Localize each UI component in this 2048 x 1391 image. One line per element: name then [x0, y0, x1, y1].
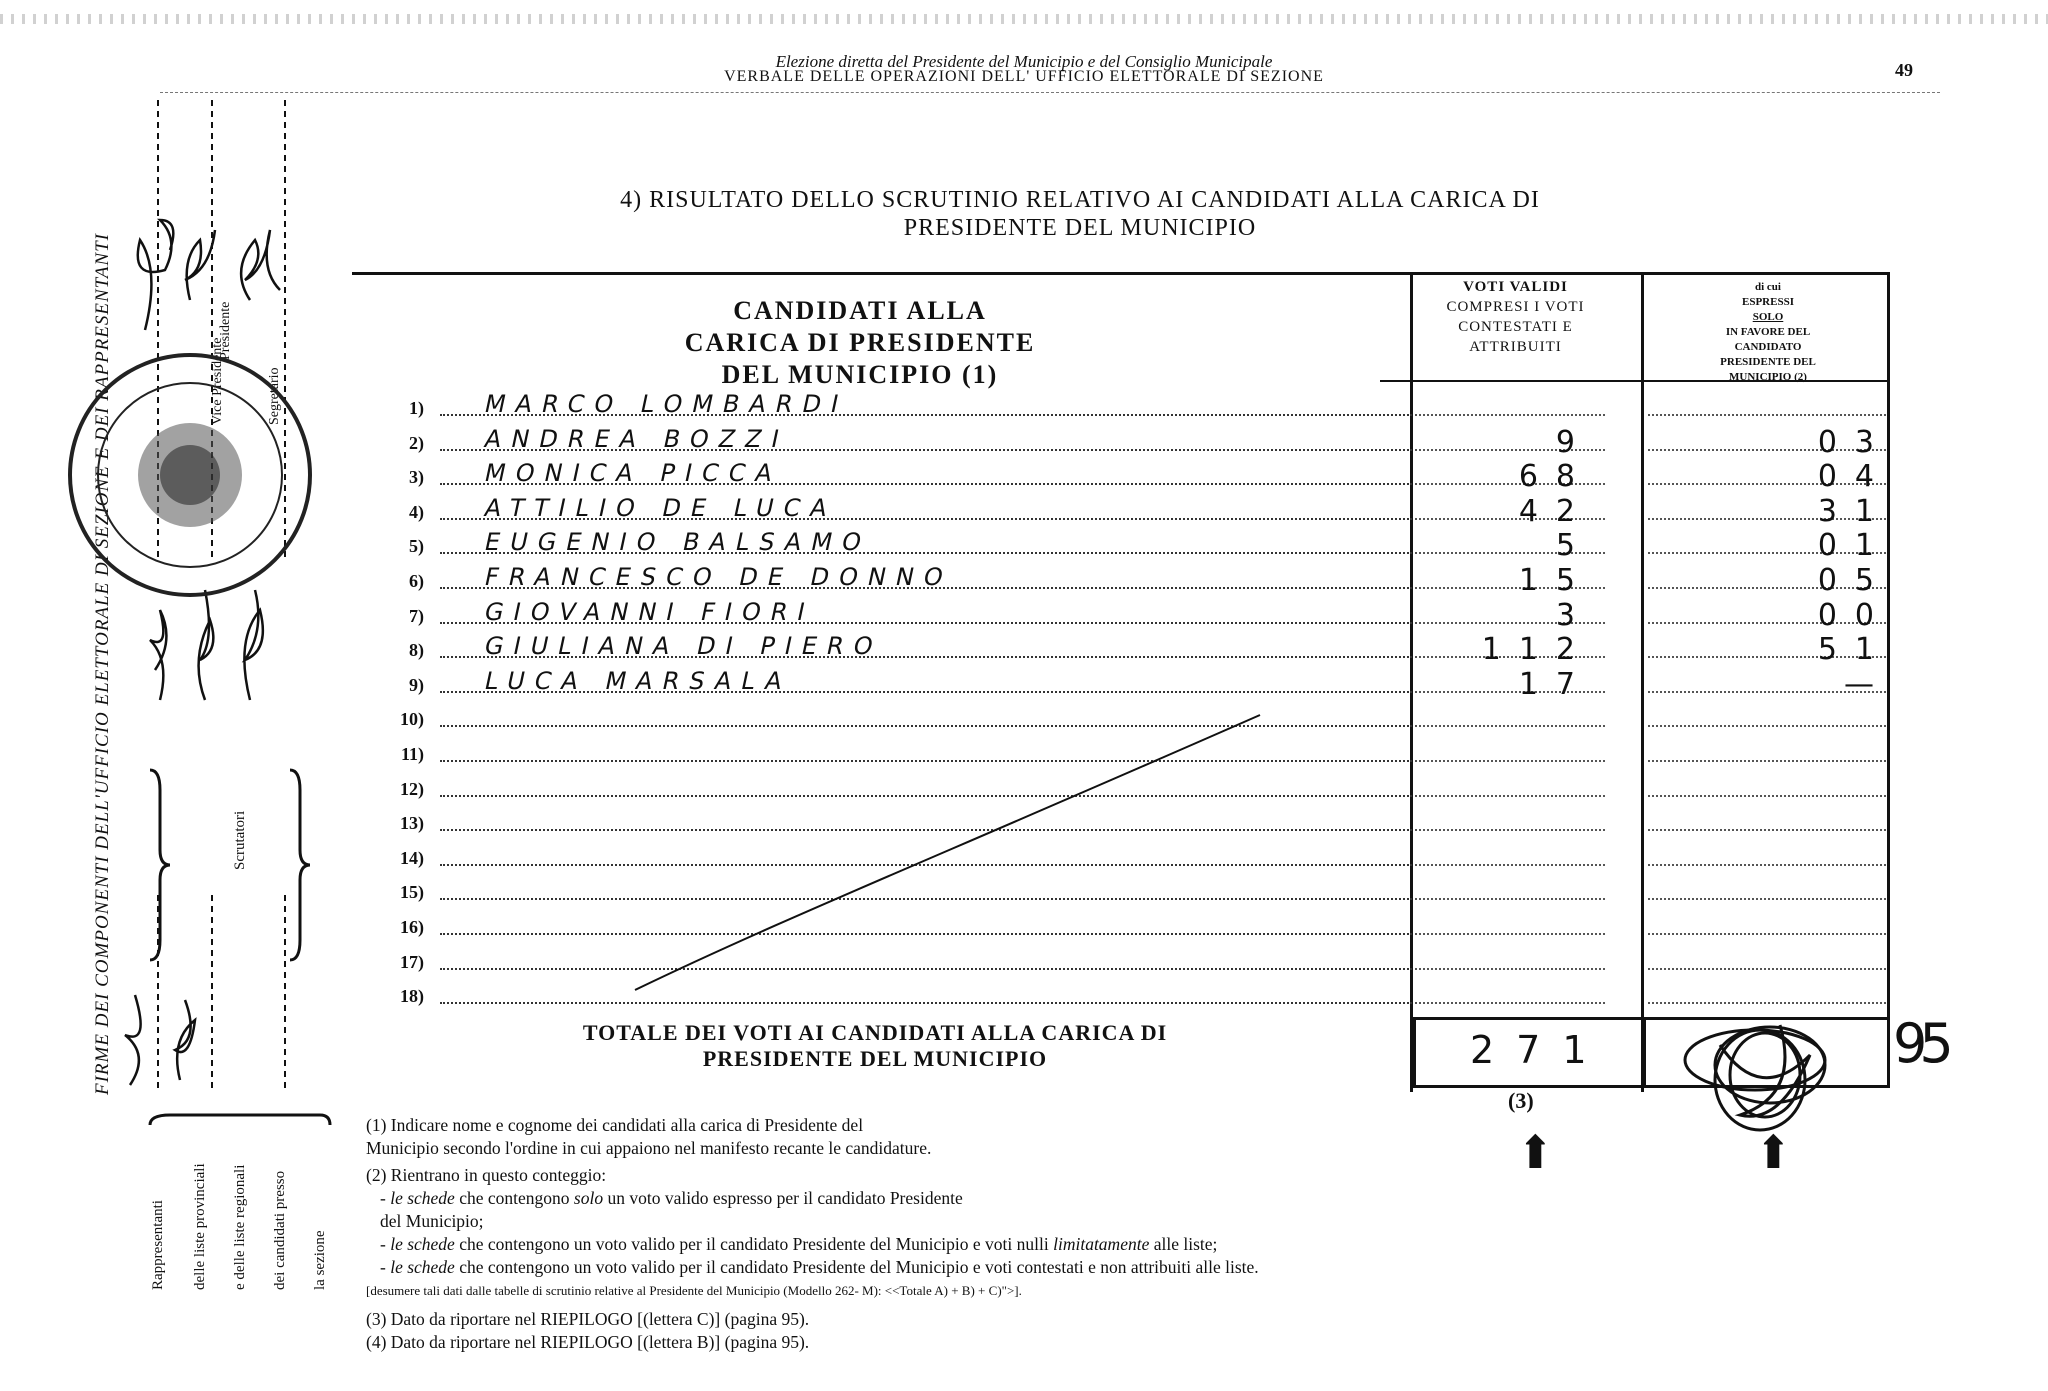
candidate-name: GIULIANA DI PIERO — [482, 632, 886, 661]
valid-votes-dotted-line — [1415, 829, 1605, 831]
valid-votes-column-header: VOTI VALIDI COMPRESI I VOTI CONTESTATI E ATTRIBUITI — [1446, 279, 1585, 355]
valid-votes-dotted-line — [1415, 795, 1605, 797]
only-president-votes-value: 31 — [1817, 493, 1892, 529]
valid-votes-value: 42 — [1518, 493, 1593, 529]
candidate-name: MARCO LOMBARDI — [482, 390, 852, 418]
row-number: 11) — [400, 744, 424, 764]
only-votes-dotted-line — [1648, 829, 1886, 831]
row-number: 17) — [400, 951, 424, 972]
valid-votes-value: 5 — [1555, 528, 1593, 564]
only-president-votes-value: 05 — [1817, 563, 1892, 598]
row-number: 2) — [409, 432, 424, 453]
total-votes-divider — [1643, 1017, 1646, 1088]
valid-votes-value: 112 — [1481, 632, 1593, 668]
row-number: 6) — [409, 571, 424, 591]
valid-votes-dotted-line — [1415, 414, 1605, 416]
valid-votes-dotted-line — [1415, 968, 1605, 970]
only-votes-dotted-line — [1648, 898, 1886, 900]
handwritten-signatures-icon — [125, 220, 280, 1085]
table-row — [380, 493, 1892, 531]
table-header-rule — [1380, 380, 1890, 382]
candidate-name: MONICA PICCA — [482, 459, 785, 488]
only-president-votes-value: 04 — [1817, 459, 1892, 495]
only-president-votes-value: — — [1844, 666, 1892, 702]
table-row — [380, 634, 1892, 669]
candidate-name: GIOVANNI FIORI — [482, 597, 818, 626]
candidate-name: ATTILIO DE LUCA — [482, 493, 840, 522]
rappresentanti-label-3: e delle liste regionali — [232, 1164, 248, 1290]
scrutatori-label: Scrutatori — [232, 810, 248, 870]
only-president-column-header: di cui ESPRESSI SOLO IN FAVORE DEL CANDIDATO PRESIDENTE DEL MUNICIPIO (2) — [1720, 281, 1816, 383]
candidate-name: FRANCESCO DE DONNO — [482, 563, 956, 591]
row-number: 16) — [400, 917, 424, 937]
only-president-votes-value: 03 — [1817, 424, 1892, 460]
rappresentanti-label-4: dei candidati presso — [272, 1170, 288, 1290]
valid-votes-dotted-line — [1415, 864, 1605, 866]
valid-votes-value: 68 — [1518, 459, 1593, 495]
only-votes-dotted-line — [1648, 1002, 1886, 1004]
only-votes-dotted-line — [1648, 760, 1886, 762]
signature-sidebar-title: FIRME DEI COMPONENTI DELL'UFFICIO ELETTORALE DI SEZIONE E DEI RAPPRESENTANTI — [92, 232, 113, 1095]
total-only-president-votes: 95 — [1893, 1012, 1946, 1075]
row-number: 12) — [400, 778, 424, 799]
only-president-votes-value: 01 — [1817, 528, 1892, 564]
presidente-label: Presidente — [218, 301, 233, 360]
valid-votes-dotted-line — [1415, 1002, 1605, 1004]
table-row — [380, 424, 1892, 462]
candidates-column-header: CANDIDATI ALLA CARICA DI PRESIDENTE DEL MUNICIPIO (1) — [684, 296, 1036, 389]
row-number: 15) — [400, 882, 424, 903]
footnotes: (1) Indicare nome e cognome dei candidati alla carica di Presidente del Municipio secondo l'ordine in cui appaiono nel manifesto recante le candidature. (2) Rientrano in questo conteggio: - le schede che contengono solo un voto valido espresso per il candidato Presidente del Municipio; - le schede che contengono un voto valido per il candidato Presidente del Municipio e voti nulli limitatamente alle liste; - le schede che contengono un voto valido per il candidato Presidente del Municipio e voti contestati e non attribuiti alle liste. [desumere tali dati dalle tabelle di scrutinio relative al Presidente del Municipio (Modello 262- M): <<Totale A) + B) + C)">]. (3) Dato da riportare nel RIEPILOGO [(lettera C)] (pagina 95). (4) Dato da riportare nel RIEPILOGO [(lettera B)] (pagina 95). — [366, 1115, 1259, 1352]
total-valid-votes: 271 — [1470, 1028, 1609, 1072]
row-number: 13) — [400, 813, 424, 834]
only-votes-dotted-line — [1648, 968, 1886, 970]
header-rule — [160, 92, 1940, 93]
arrow-up-icon: ⬆ — [1754, 1127, 1793, 1178]
candidate-name: ANDREA BOZZI — [482, 424, 792, 453]
only-votes-dotted-line — [1648, 933, 1886, 935]
arrow-up-icon: ⬆ — [1516, 1127, 1555, 1178]
vice-presidente-label: Vice Presidente — [210, 337, 225, 425]
footnote-3-marker: (3) — [1508, 1088, 1534, 1113]
candidate-name: EUGENIO BALSAMO — [482, 528, 874, 557]
rappresentanti-label-2: delle liste provinciali — [192, 1163, 208, 1290]
row-number: 1) — [409, 398, 424, 418]
total-votes-label: TOTALE DEI VOTI AI CANDIDATI ALLA CARICA DI PRESIDENTE DEL MUNICIPIO — [582, 1020, 1168, 1071]
row-number: 18) — [400, 986, 424, 1007]
only-president-votes-value: 51 — [1817, 632, 1892, 668]
page-number: 49 — [1895, 60, 1913, 80]
rappresentanti-label-5: la sezione — [312, 1230, 328, 1290]
valid-votes-dotted-line — [1415, 933, 1605, 935]
only-votes-dotted-line — [1648, 864, 1886, 866]
valid-votes-dotted-line — [1415, 760, 1605, 762]
valid-votes-dotted-line — [1415, 898, 1605, 900]
only-votes-dotted-line — [1648, 725, 1886, 727]
document-subtitle: VERBALE DELLE OPERAZIONI DELL' UFFICIO ELETTORALE DI SEZIONE — [724, 68, 1324, 85]
valid-votes-value: 15 — [1518, 563, 1593, 598]
table-row — [380, 666, 1892, 704]
table-row — [380, 597, 1892, 635]
row-number: 3) — [409, 467, 424, 488]
table-row — [380, 530, 1892, 565]
valid-votes-value: 9 — [1555, 424, 1593, 460]
only-president-votes-value: 00 — [1817, 597, 1892, 633]
valid-votes-value: 3 — [1555, 597, 1593, 633]
cancel-strike-line — [600, 700, 1300, 1000]
only-votes-dotted-line — [1648, 414, 1886, 416]
row-number: 5) — [409, 536, 424, 557]
only-votes-dotted-line — [1648, 795, 1886, 797]
row-number: 8) — [409, 640, 424, 661]
candidate-name: LUCA MARSALA — [482, 666, 795, 695]
row-number: 9) — [409, 674, 424, 695]
valid-votes-dotted-line — [1415, 725, 1605, 727]
document-title: Elezione diretta del Presidente del Municipio e del Consiglio Municipale — [775, 52, 1273, 71]
valid-votes-value: 17 — [1518, 666, 1593, 702]
row-number: 7) — [409, 605, 424, 626]
table-row — [380, 461, 1892, 496]
table-top-rule — [352, 272, 1890, 275]
row-number: 10) — [400, 709, 424, 730]
official-stamp-icon — [70, 355, 310, 595]
table-row — [380, 392, 1892, 427]
row-dotted-line — [440, 1002, 1412, 1004]
row-number: 4) — [409, 501, 424, 522]
section-title: 4) RISULTATO DELLO SCRUTINIO RELATIVO AI CANDIDATI ALLA CARICA DI PRESIDENTE DEL MUNICIPIO — [620, 187, 1540, 241]
row-number: 14) — [400, 847, 424, 868]
rappresentanti-label-1: Rappresentanti — [150, 1200, 166, 1290]
table-row — [380, 565, 1892, 600]
segretario-label: Segretario — [267, 367, 282, 425]
